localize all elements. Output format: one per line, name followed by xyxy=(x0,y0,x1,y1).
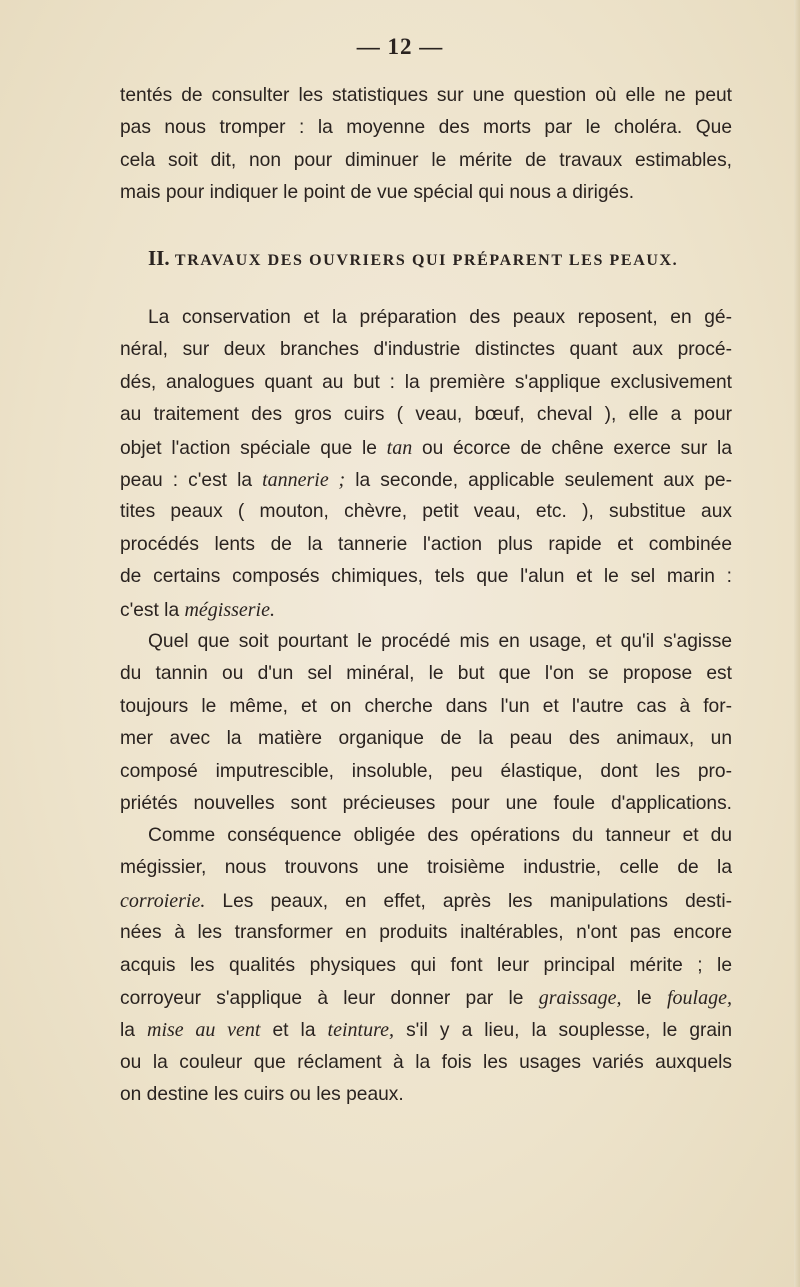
italic-term-foulage: foulage, xyxy=(666,986,732,1009)
text-run: ou écorce de chêne exerce sur la xyxy=(412,437,732,459)
text-line: mégissier, nous trouvons une troisième industrie, celle de la xyxy=(120,857,732,879)
text-line: ou la couleur que réclament à la fois les usages variés auxquels xyxy=(120,1051,732,1073)
text-line xyxy=(120,1014,732,1046)
text-line xyxy=(120,885,732,917)
text-line: composé imputrescible, insoluble, peu élastique, dont les pro- xyxy=(120,760,732,782)
text-line: pas nous tromper : la moyenne des morts par le choléra. Que xyxy=(120,117,732,139)
intro-paragraph xyxy=(120,80,732,210)
text-run: peau : c'est la xyxy=(120,469,263,491)
italic-term-tannerie: tannerie ; xyxy=(262,468,346,491)
section-title: TRAVAUX DES OUVRIERS QUI PRÉPARENT LES PEAUX. xyxy=(174,252,679,269)
text-line xyxy=(120,982,732,1014)
text-line xyxy=(120,594,732,626)
text-line: cela soit dit, non pour diminuer le mérite de travaux estimables, xyxy=(120,149,732,171)
text-line: néral, sur deux branches d'industrie distinctes quant aux procé- xyxy=(120,339,732,361)
text-line: de certains composés chimiques, tels que l'alun et le sel marin : xyxy=(120,566,732,588)
text-run: Les peaux, en effet, après les manipulations desti- xyxy=(205,890,732,912)
text-run: corroyeur s'applique à leur donner par le xyxy=(120,987,539,1009)
text-line xyxy=(120,464,732,496)
text-line: du tannin ou d'un sel minéral, le but que l'on se propose est xyxy=(120,663,732,685)
text-run: la xyxy=(120,1020,147,1042)
text-line: nées à les transformer en produits inaltérables, n'ont pas encore xyxy=(120,922,732,944)
text-line: acquis les qualités physiques qui font leur principal mérite ; le xyxy=(120,954,732,976)
text-line: tentés de consulter les statistiques sur une question où elle ne peut xyxy=(120,85,732,106)
italic-term-mise-au-vent: mise au vent xyxy=(147,1019,261,1042)
italic-term-megisserie: mégisserie. xyxy=(184,598,275,621)
text-run: c'est la xyxy=(120,599,185,621)
text-line: on destine les cuirs ou les peaux. xyxy=(120,1084,404,1106)
text-run: la seconde, applicable seulement aux pe- xyxy=(345,469,732,491)
text-run: objet l'action spéciale que le xyxy=(120,437,387,459)
page-edge xyxy=(794,0,800,1287)
text-line: tites peaux ( mouton, chèvre, petit veau, etc. ), substitue aux xyxy=(120,501,732,523)
italic-term-teinture: teinture, xyxy=(327,1019,395,1042)
text-line: dés, analogues quant au but : la première s'applique exclusivement xyxy=(120,371,732,393)
text-line: procédés lents de la tannerie l'action plus rapide et combinée xyxy=(120,533,732,555)
text-run: le xyxy=(621,987,667,1009)
paragraph-1 xyxy=(120,302,732,626)
italic-term-corroierie: corroierie. xyxy=(120,889,206,912)
text-line: mais pour indiquer le point de vue spécial qui nous a dirigés. xyxy=(120,182,635,204)
section-heading xyxy=(148,246,732,271)
text-line: toujours le même, et on cherche dans l'un et l'autre cas à for- xyxy=(120,695,732,717)
paragraph-2 xyxy=(120,626,732,820)
text-line xyxy=(120,432,732,464)
text-line: au traitement des gros cuirs ( veau, bœuf, cheval ), elle a pour xyxy=(120,404,732,426)
text-line: mer avec la matière organique de la peau des animaux, un xyxy=(120,728,732,750)
text-line: priétés nouvelles sont précieuses pour une foule d'applications. xyxy=(120,792,732,814)
section-number: II. xyxy=(148,246,170,270)
text-line: La conservation et la préparation des peaux reposent, en gé- xyxy=(148,307,732,328)
paragraph-3 xyxy=(120,820,732,1112)
text-line: Comme conséquence obligée des opérations du tanneur et du xyxy=(148,825,732,846)
text-line: Quel que soit pourtant le procédé mis en usage, et qu'il s'agisse xyxy=(148,631,732,652)
italic-term-graissage: graissage, xyxy=(538,986,622,1009)
text-run: et la xyxy=(260,1020,328,1042)
italic-term-tan: tan xyxy=(386,436,413,459)
page-number: — 12 — xyxy=(356,34,444,59)
text-run: s'il y a lieu, la souplesse, le grain xyxy=(394,1020,732,1042)
